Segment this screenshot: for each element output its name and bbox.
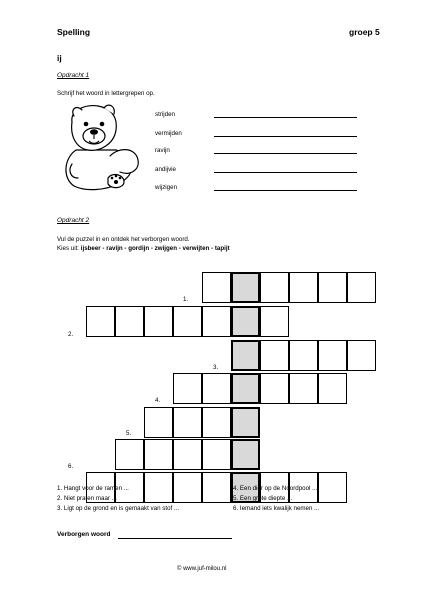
word-vermijden: vermijden <box>155 130 182 137</box>
crossword-cell[interactable] <box>173 472 202 503</box>
answer-line[interactable] <box>214 190 357 191</box>
opdracht-1-instruction: Schrijf het woord in lettergrepen op. <box>57 90 155 97</box>
footer-credit: © www.juf-milou.nl <box>177 566 227 572</box>
crossword-cell[interactable] <box>318 272 347 303</box>
word-ravijn: ravijn <box>155 147 170 154</box>
crossword-cell[interactable] <box>202 373 231 404</box>
crossword-cell[interactable] <box>289 373 318 404</box>
crossword-cell[interactable] <box>289 272 318 303</box>
crossword-cell[interactable] <box>115 306 144 337</box>
worksheet-title: Spelling <box>57 27 91 37</box>
crossword-cell[interactable] <box>260 272 289 303</box>
word-andijvie: andijvie <box>155 166 176 173</box>
crossword-cell[interactable] <box>347 340 376 371</box>
crossword-number-4: 4. <box>155 397 161 404</box>
crossword-cell[interactable] <box>260 373 289 404</box>
crossword-cell[interactable] <box>144 472 173 503</box>
crossword-cell[interactable] <box>347 272 376 303</box>
choices-list: ijsbeer - ravijn - gordijn - zwijgen - verwijten - tapijt <box>80 245 230 252</box>
opdracht-2-instruction: Vul de puzzel in en ontdek het verborgen woord. <box>57 236 190 243</box>
opdracht-2-title: Opdracht 2 <box>57 217 90 224</box>
group-label: groep 5 <box>349 27 380 37</box>
hidden-word-cell[interactable] <box>231 272 260 303</box>
crossword-cell[interactable] <box>202 306 231 337</box>
crossword-cell[interactable] <box>115 439 144 470</box>
clue-2: 2. Niet praten maar ... <box>57 495 117 502</box>
hidden-word-cell[interactable] <box>231 407 260 438</box>
crossword-number-2: 2. <box>68 331 74 338</box>
crossword-cell[interactable] <box>173 407 202 438</box>
answer-line[interactable] <box>214 117 357 118</box>
crossword-cell[interactable] <box>202 439 231 470</box>
word-strijden: strijden <box>155 111 175 118</box>
answer-line[interactable] <box>214 136 357 137</box>
crossword-cell[interactable] <box>318 340 347 371</box>
hidden-word-cell[interactable] <box>231 340 260 371</box>
opdracht-1-title: Opdracht 1 <box>57 72 90 79</box>
hidden-word-cell[interactable] <box>231 373 260 404</box>
crossword-cell[interactable] <box>260 340 289 371</box>
word-choices <box>57 245 230 252</box>
answer-line[interactable] <box>214 172 357 173</box>
hidden-word-answer-line[interactable] <box>118 538 232 539</box>
clue-6: 6. Iemand iets kwalijk nemen ... <box>233 505 320 512</box>
polar-bear-illustration <box>60 104 146 192</box>
choices-prefix: Kies uit: <box>57 245 80 252</box>
crossword-cell[interactable] <box>318 373 347 404</box>
clue-4: 4. Een dier op de Noordpool ... <box>233 485 318 492</box>
crossword-cell[interactable] <box>173 306 202 337</box>
crossword-cell[interactable] <box>173 373 202 404</box>
word-wijzigen: wijzigen <box>155 184 178 191</box>
crossword-number-3: 3. <box>213 364 219 371</box>
hidden-word-cell[interactable] <box>231 306 260 337</box>
clue-1: 1. Hangt voor de ramen ... <box>57 485 129 492</box>
crossword-number-6: 6. <box>68 463 74 470</box>
crossword-number-5: 5. <box>126 430 132 437</box>
crossword-cell[interactable] <box>86 306 115 337</box>
crossword-cell[interactable] <box>260 306 289 337</box>
crossword-cell[interactable] <box>144 407 173 438</box>
crossword-cell[interactable] <box>289 340 318 371</box>
crossword-cell[interactable] <box>318 472 347 503</box>
crossword-cell[interactable] <box>202 272 231 303</box>
answer-line[interactable] <box>214 153 357 154</box>
crossword-cell[interactable] <box>144 306 173 337</box>
crossword-number-1: 1. <box>183 296 189 303</box>
hidden-word-label: Verborgen woord <box>57 531 111 538</box>
hidden-word-cell[interactable] <box>231 439 260 470</box>
section-title: ij <box>57 53 62 63</box>
crossword-cell[interactable] <box>144 439 173 470</box>
crossword-cell[interactable] <box>173 439 202 470</box>
clue-5: 5. Een grote diepte ... <box>233 495 293 502</box>
crossword-cell[interactable] <box>202 407 231 438</box>
crossword-cell[interactable] <box>202 472 231 503</box>
clue-3: 3. Ligt op de grond en is gemaakt van stof ... <box>57 505 180 512</box>
